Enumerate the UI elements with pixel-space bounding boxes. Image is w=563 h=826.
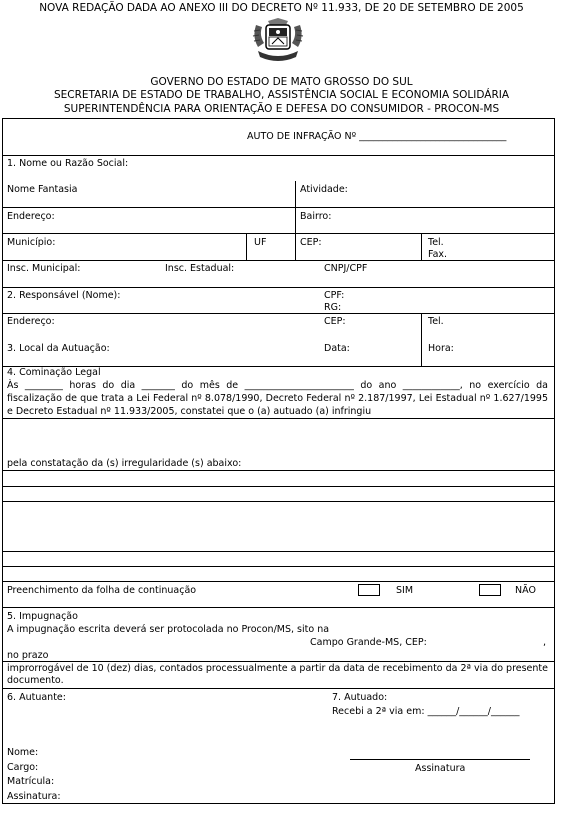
sim-label: SIM	[396, 585, 414, 596]
municipio-field[interactable]: Município:	[7, 237, 56, 248]
cep-field[interactable]: CEP:	[300, 237, 322, 248]
section5-title: 5. Impugnação	[7, 611, 78, 622]
section7-title: 7. Autuado:	[332, 692, 388, 703]
autuante-cargo-field[interactable]: Cargo:	[7, 762, 39, 773]
endereco2-field[interactable]: Endereço:	[7, 316, 55, 327]
section5-prazo: no prazo	[7, 650, 49, 661]
section2-title: 2. Responsável (Nome):	[7, 290, 121, 301]
hora-field[interactable]: Hora:	[428, 343, 454, 354]
endereco-field[interactable]: Endereço:	[7, 211, 55, 222]
autuante-nome-field[interactable]: Nome:	[7, 747, 39, 758]
section6-title: 6. Autuante:	[7, 692, 66, 703]
recebi-segunda-via[interactable]: Recebi a 2ª via em: ______/______/______	[332, 706, 520, 717]
document-top-title: NOVA REDAÇÃO DADA AO ANEXO III DO DECRETO Nº 11.933, DE 20 DE SETEMBRO DE 2005	[39, 2, 524, 14]
section5-text2: improrrogável de 10 (dez) dias, contados processualmente a partir da data de recebimento da 2ª via do presente documento.	[7, 663, 548, 686]
nome-fantasia-field[interactable]: Nome Fantasia	[7, 184, 78, 195]
section4-legal-text: Às ________ horas do dia _______ do mês de _______________________ do ano ____________, no exercício da fiscalização de que trata a Lei Federal nº 8.078/1990, Decreto Federal nº 2.187/1997, Lei Estadual nº 1.627/1995 e Decreto Estadual nº 11.933/2005, constatei que o (a) autuado (a) infringiu	[7, 380, 548, 417]
rg-field[interactable]: RG:	[324, 302, 342, 313]
nao-checkbox[interactable]	[479, 584, 501, 596]
irregularidade-label: pela constatação da (s) irregularidade (s) abaixo:	[7, 458, 242, 469]
header-government: GOVERNO DO ESTADO DE MATO GROSSO DO SUL	[150, 76, 413, 88]
header-secretariat: SECRETARIA DE ESTADO DE TRABALHO, ASSISTÊNCIA SOCIAL E ECONOMIA SOLIDÁRIA	[53, 89, 510, 101]
atividade-field[interactable]: Atividade:	[300, 184, 348, 195]
header-superintendence: SUPERINTENDÊNCIA PARA ORIENTAÇÃO E DEFESA DO CONSUMIDOR - PROCON-MS	[63, 103, 500, 115]
section1-title: 1. Nome ou Razão Social:	[7, 158, 129, 169]
assinatura-label: Assinatura	[415, 763, 466, 774]
coat-of-arms-emblem	[250, 17, 306, 65]
bairro-field[interactable]: Bairro:	[300, 211, 332, 222]
section5-campo-grande[interactable]: Campo Grande-MS, CEP:	[310, 637, 427, 648]
sim-checkbox[interactable]	[358, 584, 380, 596]
autuante-assinatura-field[interactable]: Assinatura:	[7, 791, 61, 802]
tel2-field[interactable]: Tel.	[428, 316, 444, 327]
insc-estadual-field[interactable]: Insc. Estadual:	[165, 263, 235, 274]
cep2-field[interactable]: CEP:	[324, 316, 346, 327]
autuante-matricula-field[interactable]: Matrícula:	[7, 776, 55, 787]
fax-field[interactable]: Fax.	[428, 249, 448, 260]
cpf-field[interactable]: CPF:	[324, 290, 345, 301]
tel-field[interactable]: Tel.	[428, 237, 444, 248]
section3-title: 3. Local da Autuação:	[7, 343, 110, 354]
nao-label: NÃO	[515, 585, 536, 596]
uf-field[interactable]: UF	[254, 237, 267, 248]
continuacao-label: Preenchimento da folha de continuação	[7, 585, 197, 596]
auto-infracao-number[interactable]: AUTO DE INFRAÇÃO Nº _______________________________	[247, 131, 507, 142]
cnpj-cpf-field[interactable]: CNPJ/CPF	[324, 263, 368, 274]
section5-text1: A impugnação escrita deverá ser protocolada no Procon/MS, sito na	[7, 624, 330, 635]
insc-municipal-field[interactable]: Insc. Municipal:	[7, 263, 81, 274]
signature-line	[350, 759, 530, 760]
section5-comma: ,	[543, 637, 547, 648]
section4-title: 4. Cominação Legal	[7, 367, 101, 378]
data-field[interactable]: Data:	[324, 343, 350, 354]
